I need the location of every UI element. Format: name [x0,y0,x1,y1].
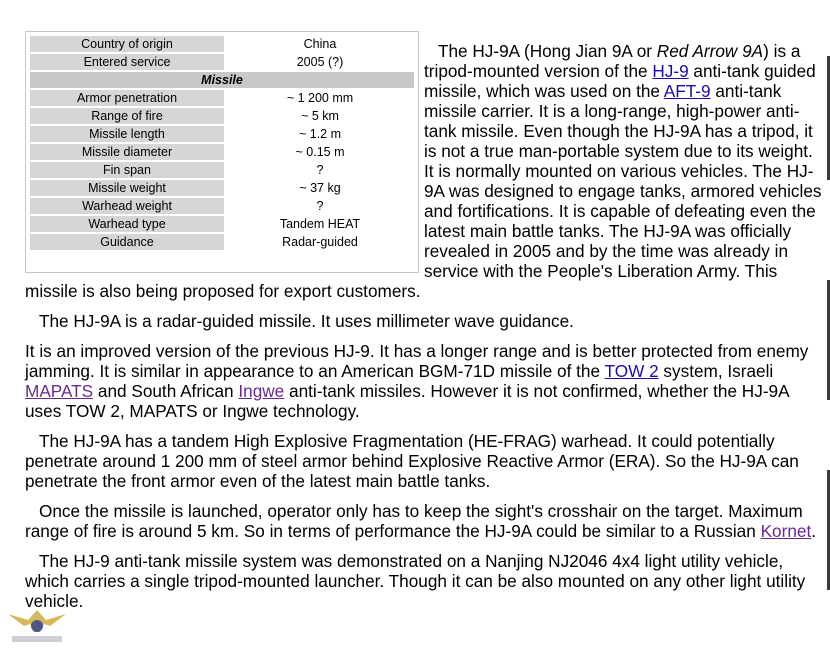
spec-row [30,36,414,52]
spec-row [30,216,414,232]
spec-label: Missile length [30,126,224,142]
spec-section-row [30,72,414,88]
spec-label: Guidance [30,234,224,250]
paragraph-vehicle: The HJ-9 anti-tank missile system was demonstrated on a Nanjing NJ2046 4x4 light utility vehicle, which carries a single tripod-mounted launcher. Though it can be also mounted on any other light utility vehicle. [25,551,806,611]
link-tow-2[interactable]: TOW 2 [604,361,659,381]
spec-row [30,180,414,196]
spec-value: Radar-guided [226,234,414,250]
link-mapats[interactable]: MAPATS [25,381,94,401]
text-emphasis: Red Arrow 9A [656,41,764,61]
spec-row [30,90,414,106]
spec-row [30,144,414,160]
spec-section-title: Missile [30,72,414,88]
spec-label: Missile diameter [30,144,224,160]
watermark-logo [6,598,68,648]
spec-label: Country of origin [30,36,224,52]
spec-label: Warhead type [30,216,224,232]
paragraph-warhead: The HJ-9A has a tandem High Explosive Fragmentation (HE-FRAG) warhead. It could potentially penetrate around 1 200 mm of steel armor behind Explosive Reactive Armor (ERA). So the HJ-9A can penetrate the front armor even of the latest main battle tanks. [25,431,799,491]
spec-label: Entered service [30,54,224,70]
text-run: . [811,521,817,541]
spec-value: ~ 37 kg [226,180,414,196]
spec-label: Range of fire [30,108,224,124]
spec-label: Missile weight [30,180,224,196]
spec-value: China [226,36,414,52]
link-ingwe[interactable]: Ingwe [238,381,285,401]
spec-value: ? [226,198,414,214]
spec-value: ~ 1 200 mm [226,90,414,106]
spec-row [30,234,414,250]
text-run: It is an improved version of the previous HJ-9. It has a longer range and is better protected from enemy jamming. It is similar in appearance to an American BGM-71D missile of the [25,341,809,381]
spec-label: Fin span [30,162,224,178]
link-aft-9[interactable]: AFT-9 [663,81,711,101]
paragraph-launch [25,501,825,541]
spec-value: ? [226,162,414,178]
text-run: anti-tank guided missile, which was used on the [424,61,816,101]
spec-table-box [25,31,419,273]
spec-value: ~ 5 km [226,108,414,124]
link-hj-9[interactable]: HJ-9 [652,61,689,81]
text-run: system, Israeli [658,361,774,381]
spec-value: Tandem HEAT [226,216,414,232]
spec-row [30,108,414,124]
spec-row [30,198,414,214]
spec-value: ~ 1.2 m [226,126,414,142]
spec-value: 2005 (?) [226,54,414,70]
spec-row [30,126,414,142]
text-run: ) is a tripod-mounted version of the [424,41,801,81]
spec-table [28,34,416,252]
link-kornet[interactable]: Kornet [760,521,812,541]
spec-label: Warhead weight [30,198,224,214]
text-run: The HJ-9A (Hong Jian 9A or [438,41,657,61]
paragraph-guidance: The HJ-9A is a radar-guided missile. It uses millimeter wave guidance. [39,311,574,331]
spec-value: ~ 0.15 m [226,144,414,160]
text-run: and South African [93,381,239,401]
spec-label: Armor penetration [30,90,224,106]
paragraph-improved-version [25,341,825,421]
text-run: anti-tank missiles. However it is not confirmed, whether the HJ-9A uses TOW 2, MAPATS or Ingwe technology. [25,381,789,421]
spec-row [30,54,414,70]
text-run: anti-tank missile carrier. It is a long-range, high-power anti-tank missile. Even though the HJ-9A has a tripod, it is not a true man-portable system due to its weight. It is normally mounted on various vehicles. The HJ-9A was designed to engage tanks, armored vehicles and fortifications. It is capable of defeating even the latest main battle tanks. The HJ-9A was officially revealed in 2005 and by the time was already in service with the People's Liberation Army. This missile is also being proposed for export customers. [25,81,822,301]
text-run: Once the missile is launched, operator only has to keep the sight's crosshair on the target. Maximum range of fire is around 5 km. So in terms of performance the HJ-9A could be similar to a Russian [25,501,803,541]
article-content [25,31,825,621]
spec-row [30,162,414,178]
eagle-logo-icon [6,598,68,648]
